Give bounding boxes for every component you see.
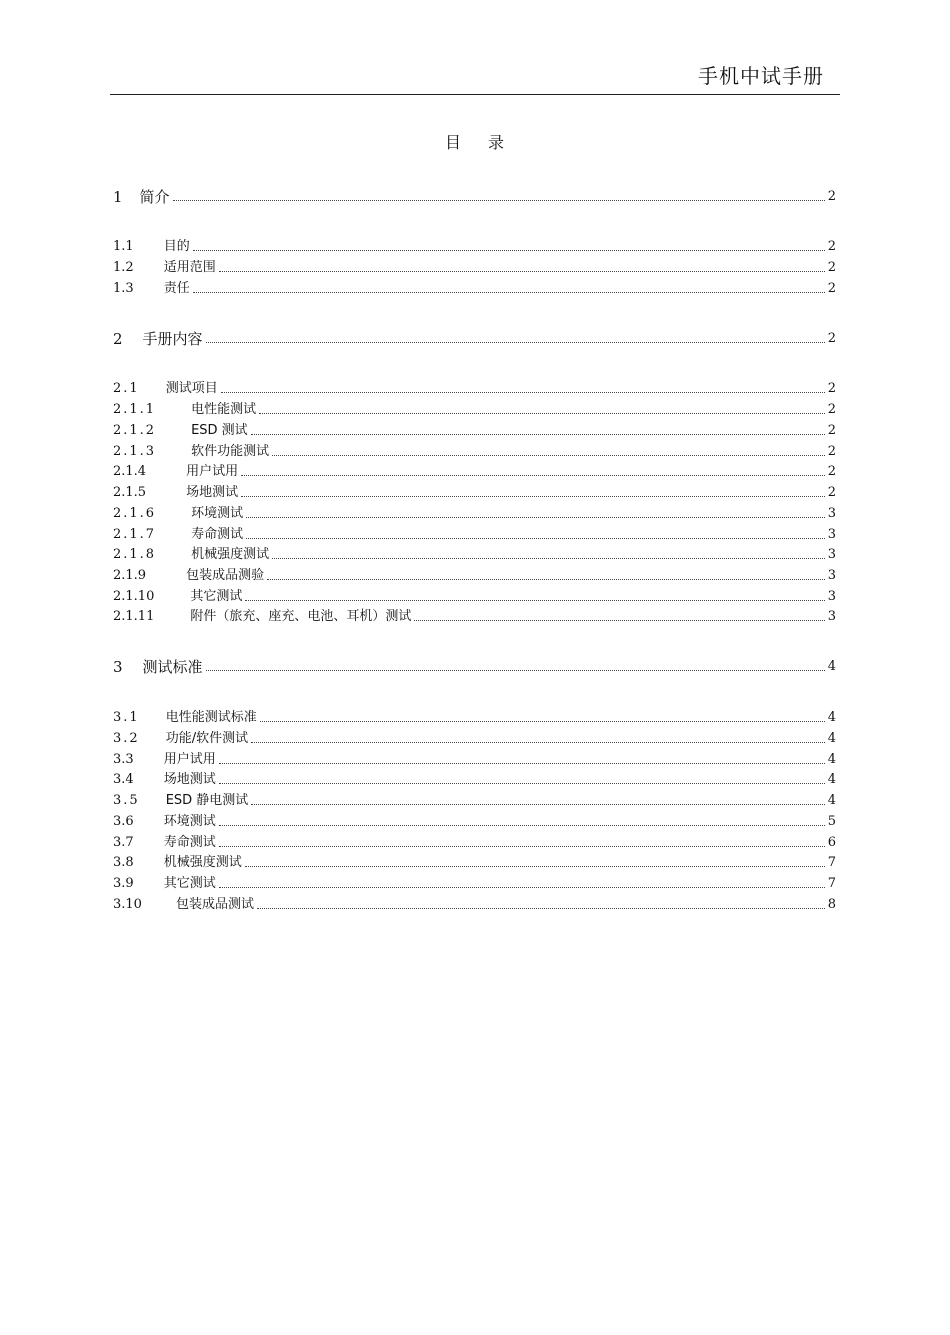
toc-entry-page: 2	[827, 485, 836, 500]
toc-entry-number: 2	[113, 330, 123, 348]
toc-entry-label: 其它测试	[163, 876, 216, 891]
toc-entry[interactable]	[113, 420, 836, 440]
toc-entry-number: 3	[113, 658, 123, 676]
toc-entry-page: 4	[827, 752, 836, 767]
toc-entry[interactable]	[113, 328, 836, 348]
toc-leader-dots	[272, 454, 825, 456]
toc-entry-number: 2.1.11	[113, 609, 155, 624]
toc-entry-number: 3.1	[113, 710, 140, 725]
toc-entry-label: 责任	[163, 281, 190, 296]
toc-leader-dots	[251, 433, 825, 435]
toc-leader-dots	[219, 762, 825, 764]
toc-entry-number: 2.1.6	[113, 506, 157, 521]
toc-entry-page: 4	[827, 772, 836, 787]
toc-entry-page: 2	[827, 189, 836, 204]
toc-leader-dots	[257, 907, 825, 909]
toc-leader-dots	[206, 669, 825, 671]
toc-entry[interactable]	[113, 728, 836, 748]
toc-entry-number: 2.1.3	[113, 444, 157, 459]
toc-entry-page: 4	[827, 793, 836, 808]
toc-entry[interactable]	[113, 441, 836, 461]
toc-entry[interactable]	[113, 544, 836, 564]
toc-entry-page: 3	[827, 568, 836, 583]
toc-entry-number: 3.7	[113, 835, 134, 850]
toc-entry-label: 测试标准	[142, 658, 203, 676]
toc-entry-number: 3.4	[113, 772, 134, 787]
toc-entry-number: 2.1.1	[113, 402, 157, 417]
toc-entry-label: 简介	[139, 188, 170, 206]
toc-entry-page: 4	[827, 710, 836, 725]
toc-entry-page: 4	[827, 731, 836, 746]
toc-entry[interactable]	[113, 873, 836, 893]
toc-entry-number: 1.1	[113, 239, 134, 254]
toc-entry[interactable]	[113, 503, 836, 523]
toc-entry[interactable]	[113, 894, 836, 914]
toc-entry-number: 2.1.10	[113, 589, 155, 604]
toc-entry-page: 2	[827, 464, 836, 479]
toc-entry[interactable]	[113, 586, 836, 606]
toc-entry-page: 2	[827, 239, 836, 254]
header-rule	[110, 94, 840, 95]
toc-entry-page: 3	[827, 589, 836, 604]
toc-entry-page: 5	[827, 814, 836, 829]
toc-entry-label: 软件功能测试	[191, 444, 270, 459]
toc-entry[interactable]	[113, 811, 836, 831]
toc-entry-number: 3.8	[113, 855, 134, 870]
toc-leader-dots	[193, 291, 825, 293]
toc-entry[interactable]	[113, 278, 836, 298]
toc-entry-label: ESD 静电测试	[165, 793, 249, 808]
toc-entry-page: 2	[827, 260, 836, 275]
toc-entry-label: 寿命测试	[163, 835, 216, 850]
toc-entry[interactable]	[113, 769, 836, 789]
toc-entry-number: 2.1.7	[113, 527, 157, 542]
toc-leader-dots	[219, 270, 825, 272]
toc-entry-page: 3	[827, 506, 836, 521]
toc-entry-number: 3.3	[113, 752, 134, 767]
toc-entry[interactable]	[113, 257, 836, 277]
toc-entry-number: 1.3	[113, 281, 134, 296]
toc-entry-number: 1.2	[113, 260, 134, 275]
toc-entry-page: 6	[827, 835, 836, 850]
toc-entry-page: 2	[827, 444, 836, 459]
toc-leader-dots	[219, 824, 825, 826]
toc-entry-number: 3.2	[113, 731, 140, 746]
toc-entry-label: 测试项目	[165, 381, 218, 396]
toc-entry-label: 机械强度测试	[191, 547, 270, 562]
toc-entry-page: 2	[827, 381, 836, 396]
document-header-title: 手机中试手册	[698, 64, 824, 88]
toc-entry-page: 3	[827, 527, 836, 542]
toc-entry-number: 3.5	[113, 793, 140, 808]
toc-entry[interactable]	[113, 236, 836, 256]
toc-leader-dots	[241, 495, 825, 497]
toc-entry[interactable]	[113, 707, 836, 727]
toc-entry-label: ESD 测试	[191, 423, 248, 438]
toc-leader-dots	[251, 803, 824, 805]
toc-entry-page: 2	[827, 331, 836, 346]
toc-leader-dots	[245, 599, 824, 601]
toc-entry-page: 4	[827, 659, 836, 674]
toc-entry-number: 3.6	[113, 814, 134, 829]
toc-entry-page: 2	[827, 402, 836, 417]
toc-entry-label: 适用范围	[163, 260, 216, 275]
toc-entry-number: 2.1.8	[113, 547, 157, 562]
toc-entry-page: 8	[827, 897, 836, 912]
toc-leader-dots	[272, 557, 825, 559]
toc-entry-page: 3	[827, 547, 836, 562]
toc-leader-dots	[267, 578, 825, 580]
toc-entry-number: 1	[113, 188, 123, 206]
toc-entry[interactable]	[113, 461, 836, 481]
toc-entry[interactable]	[113, 186, 836, 206]
toc-entry-label: 环境测试	[191, 506, 244, 521]
toc-entry[interactable]	[113, 790, 836, 810]
toc-leader-dots	[206, 341, 825, 343]
toc-entry-number: 2.1.2	[113, 423, 157, 438]
toc-entry-page: 2	[827, 423, 836, 438]
toc-entry[interactable]	[113, 399, 836, 419]
toc-leader-dots	[241, 474, 825, 476]
toc-leader-dots	[260, 720, 825, 722]
toc-entry-label: 场地测试	[163, 772, 216, 787]
toc-entry[interactable]	[113, 749, 836, 769]
toc-entry[interactable]	[113, 606, 836, 626]
toc-entry-label: 其它测试	[190, 589, 243, 604]
toc-leader-dots	[219, 845, 825, 847]
toc-entry[interactable]	[113, 832, 836, 852]
toc-leader-dots	[246, 537, 825, 539]
toc-leader-dots	[173, 199, 825, 201]
toc-leader-dots	[219, 782, 825, 784]
toc-title	[0, 130, 950, 153]
toc-entry-label: 场地测试	[186, 485, 239, 500]
toc-leader-dots	[193, 249, 825, 251]
toc-entry[interactable]	[113, 482, 836, 502]
toc-entry-label: 包装成品测验	[186, 568, 265, 583]
toc-entry-label: 用户试用	[163, 752, 216, 767]
toc-entry-label: 包装成品测试	[175, 897, 254, 912]
toc-leader-dots	[245, 865, 825, 867]
toc-entry-label: 电性能测试标准	[165, 710, 257, 725]
toc-entry-number: 2.1	[113, 381, 140, 396]
toc-leader-dots	[246, 516, 825, 518]
toc-leader-dots	[221, 391, 825, 393]
toc-entry[interactable]	[113, 378, 836, 398]
toc-title-char-2: 录	[488, 133, 506, 152]
toc-entry-page: 2	[827, 281, 836, 296]
toc-entry-number: 2.1.9	[113, 568, 147, 583]
toc-entry-page: 7	[827, 855, 836, 870]
toc-leader-dots	[251, 741, 825, 743]
toc-entry-label: 寿命测试	[191, 527, 244, 542]
toc-entry-number: 2.1.5	[113, 485, 147, 500]
toc-leader-dots	[414, 619, 824, 621]
toc-entry-label: 用户试用	[186, 464, 239, 479]
toc-entry[interactable]	[113, 852, 836, 872]
toc-entry-label: 目的	[163, 239, 190, 254]
toc-entry-number: 2.1.4	[113, 464, 147, 479]
toc-entry-page: 7	[827, 876, 836, 891]
toc-leader-dots	[219, 886, 825, 888]
toc-entry-page: 3	[827, 609, 836, 624]
toc-entry[interactable]	[113, 656, 836, 676]
toc-title-char-1: 目	[444, 133, 462, 152]
toc-entry-number: 3.9	[113, 876, 134, 891]
toc-entry-label: 附件（旅充、座充、电池、耳机）测试	[190, 609, 412, 624]
toc-entry-label: 电性能测试	[191, 402, 257, 417]
toc-entry[interactable]	[113, 565, 836, 585]
toc-entry-label: 手册内容	[142, 330, 203, 348]
toc-entry-label: 机械强度测试	[163, 855, 242, 870]
toc-entry[interactable]	[113, 524, 836, 544]
toc-leader-dots	[259, 412, 825, 414]
toc-entry-number: 3.10	[113, 897, 142, 912]
toc-entry-label: 环境测试	[163, 814, 216, 829]
toc-entry-label: 功能/软件测试	[165, 731, 249, 746]
